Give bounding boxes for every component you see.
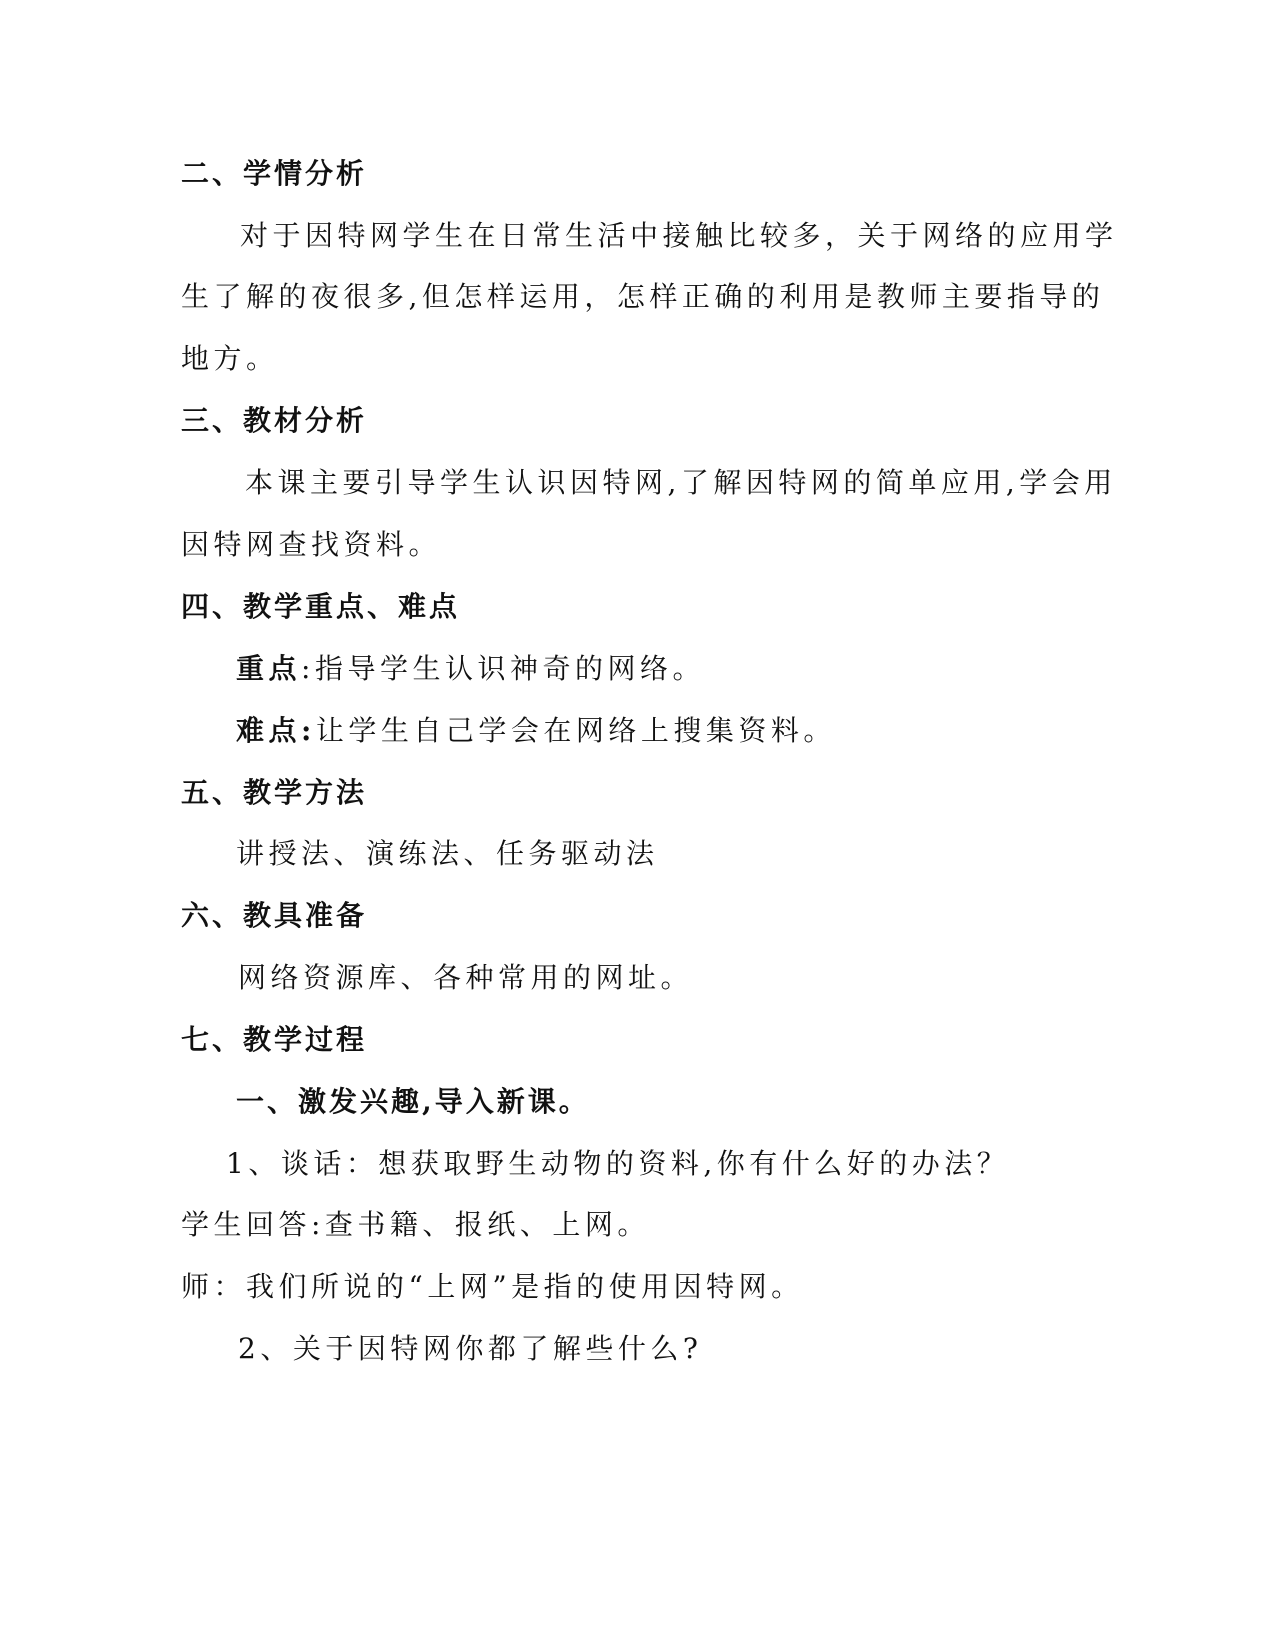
teaching-methods-text: 讲授法、演练法、任务驱动法 [236, 837, 659, 870]
paragraph-line: 地方。 [181, 342, 279, 375]
teaching-aids-text: 网络资源库、各种常用的网址。 [238, 961, 694, 994]
difficult-point-label: 难点: [236, 714, 316, 747]
section-heading-teaching-process: 七、教学过程 [181, 1023, 368, 1056]
difficult-point-line [236, 711, 836, 751]
section-heading-teaching-methods: 五、教学方法 [181, 776, 368, 809]
section-heading-key-and-difficult-points: 四、教学重点、难点 [181, 590, 461, 623]
section-heading-textbook-analysis: 三、教材分析 [181, 404, 368, 437]
process-line: 2、关于因特网你都了解些什么? [238, 1332, 703, 1365]
key-point-line [236, 649, 705, 689]
section-heading-teaching-aids: 六、教具准备 [181, 899, 368, 932]
paragraph-line: 本课主要引导学生认识因特网,了解因特网的简单应用,学会用 [245, 466, 1117, 499]
process-line: 师：我们所说的“上网”是指的使用因特网。 [181, 1270, 804, 1303]
paragraph-line: 因特网查找资料。 [181, 528, 442, 561]
section-heading-analysis-of-students: 二、学情分析 [181, 157, 368, 190]
paragraph-line: 生了解的夜很多,但怎样运用，怎样正确的利用是教师主要指导的 [181, 280, 1105, 313]
difficult-point-text: 让学生自己学会在网络上搜集资料。 [315, 714, 836, 747]
paragraph-line: 对于因特网学生在日常生活中接触比较多，关于网络的应用学 [240, 219, 1118, 252]
key-point-label: 重点 [236, 652, 302, 685]
process-line: 学生回答:查书籍、报纸、上网。 [181, 1208, 650, 1241]
key-point-text: :指导学生认识神奇的网络。 [301, 652, 705, 685]
sub-heading-stimulate-interest: 一、激发兴趣,导入新课。 [236, 1085, 590, 1118]
process-line: 1、谈话：想获取野生动物的资料,你有什么好的办法？ [226, 1147, 1010, 1180]
